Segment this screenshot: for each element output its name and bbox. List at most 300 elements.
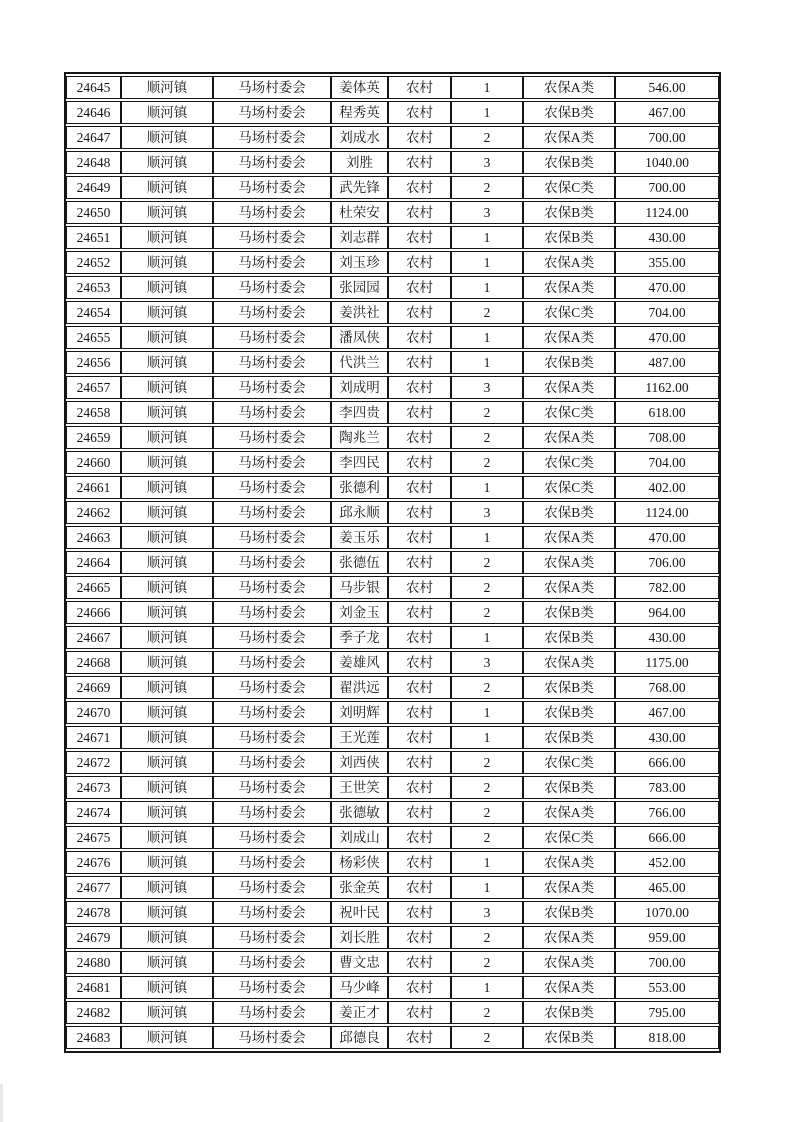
cell-town: 顺河镇 bbox=[121, 576, 213, 599]
cell-person-name: 刘成水 bbox=[331, 126, 388, 149]
cell-residence-type: 农村 bbox=[388, 326, 451, 349]
cell-amount: 782.00 bbox=[615, 576, 719, 599]
cell-person-name: 翟洪远 bbox=[331, 676, 388, 699]
table-row bbox=[66, 626, 719, 649]
cell-town: 顺河镇 bbox=[121, 551, 213, 574]
cell-town: 顺河镇 bbox=[121, 651, 213, 674]
cell-person-name: 张园园 bbox=[331, 276, 388, 299]
cell-person-name: 张德敏 bbox=[331, 801, 388, 824]
table-row bbox=[66, 426, 719, 449]
table-row bbox=[66, 576, 719, 599]
cell-record-id: 24679 bbox=[66, 926, 121, 949]
cell-person-name: 祝叶民 bbox=[331, 901, 388, 924]
cell-person-name: 程秀英 bbox=[331, 101, 388, 124]
cell-insurance-category: 农保B类 bbox=[523, 776, 615, 799]
cell-town: 顺河镇 bbox=[121, 501, 213, 524]
cell-person-count: 2 bbox=[451, 601, 523, 624]
cell-person-count: 2 bbox=[451, 951, 523, 974]
cell-person-name: 刘西侠 bbox=[331, 751, 388, 774]
cell-record-id: 24669 bbox=[66, 676, 121, 699]
cell-village-committee: 马场村委会 bbox=[213, 626, 331, 649]
cell-town: 顺河镇 bbox=[121, 876, 213, 899]
table-row bbox=[66, 501, 719, 524]
cell-insurance-category: 农保A类 bbox=[523, 801, 615, 824]
cell-residence-type: 农村 bbox=[388, 526, 451, 549]
cell-residence-type: 农村 bbox=[388, 376, 451, 399]
cell-person-count: 1 bbox=[451, 851, 523, 874]
cell-record-id: 24681 bbox=[66, 976, 121, 999]
cell-residence-type: 农村 bbox=[388, 951, 451, 974]
cell-town: 顺河镇 bbox=[121, 351, 213, 374]
cell-village-committee: 马场村委会 bbox=[213, 1001, 331, 1024]
cell-person-name: 姜体英 bbox=[331, 76, 388, 99]
cell-person-count: 3 bbox=[451, 151, 523, 174]
cell-person-name: 张德伍 bbox=[331, 551, 388, 574]
cell-village-committee: 马场村委会 bbox=[213, 326, 331, 349]
cell-person-name: 杜荣安 bbox=[331, 201, 388, 224]
table-row bbox=[66, 126, 719, 149]
cell-person-count: 3 bbox=[451, 901, 523, 924]
cell-village-committee: 马场村委会 bbox=[213, 501, 331, 524]
cell-residence-type: 农村 bbox=[388, 276, 451, 299]
cell-village-committee: 马场村委会 bbox=[213, 351, 331, 374]
scan-edge-artifact bbox=[0, 1084, 3, 1122]
cell-record-id: 24657 bbox=[66, 376, 121, 399]
cell-village-committee: 马场村委会 bbox=[213, 651, 331, 674]
cell-residence-type: 农村 bbox=[388, 201, 451, 224]
cell-record-id: 24658 bbox=[66, 401, 121, 424]
cell-person-count: 2 bbox=[451, 1001, 523, 1024]
cell-village-committee: 马场村委会 bbox=[213, 601, 331, 624]
cell-person-count: 2 bbox=[451, 676, 523, 699]
cell-residence-type: 农村 bbox=[388, 676, 451, 699]
cell-person-name: 邱永顺 bbox=[331, 501, 388, 524]
cell-residence-type: 农村 bbox=[388, 926, 451, 949]
cell-record-id: 24651 bbox=[66, 226, 121, 249]
table-row bbox=[66, 801, 719, 824]
cell-village-committee: 马场村委会 bbox=[213, 726, 331, 749]
cell-village-committee: 马场村委会 bbox=[213, 301, 331, 324]
cell-amount: 487.00 bbox=[615, 351, 719, 374]
cell-person-count: 2 bbox=[451, 126, 523, 149]
cell-residence-type: 农村 bbox=[388, 701, 451, 724]
table-row bbox=[66, 651, 719, 674]
cell-insurance-category: 农保A类 bbox=[523, 651, 615, 674]
table-row bbox=[66, 201, 719, 224]
cell-amount: 355.00 bbox=[615, 251, 719, 274]
cell-village-committee: 马场村委会 bbox=[213, 576, 331, 599]
cell-record-id: 24678 bbox=[66, 901, 121, 924]
cell-person-name: 李四贵 bbox=[331, 401, 388, 424]
cell-person-count: 3 bbox=[451, 651, 523, 674]
cell-record-id: 24683 bbox=[66, 1026, 121, 1049]
cell-village-committee: 马场村委会 bbox=[213, 126, 331, 149]
cell-person-count: 1 bbox=[451, 76, 523, 99]
table-row bbox=[66, 551, 719, 574]
cell-person-name: 季子龙 bbox=[331, 626, 388, 649]
cell-town: 顺河镇 bbox=[121, 726, 213, 749]
cell-amount: 666.00 bbox=[615, 826, 719, 849]
cell-record-id: 24666 bbox=[66, 601, 121, 624]
cell-person-count: 3 bbox=[451, 376, 523, 399]
cell-village-committee: 马场村委会 bbox=[213, 226, 331, 249]
cell-town: 顺河镇 bbox=[121, 101, 213, 124]
cell-village-committee: 马场村委会 bbox=[213, 251, 331, 274]
cell-village-committee: 马场村委会 bbox=[213, 76, 331, 99]
cell-person-count: 1 bbox=[451, 476, 523, 499]
cell-town: 顺河镇 bbox=[121, 176, 213, 199]
cell-person-name: 刘志群 bbox=[331, 226, 388, 249]
cell-residence-type: 农村 bbox=[388, 101, 451, 124]
cell-insurance-category: 农保B类 bbox=[523, 1001, 615, 1024]
cell-town: 顺河镇 bbox=[121, 776, 213, 799]
cell-person-name: 代洪兰 bbox=[331, 351, 388, 374]
cell-person-count: 2 bbox=[451, 751, 523, 774]
cell-insurance-category: 农保C类 bbox=[523, 451, 615, 474]
cell-residence-type: 农村 bbox=[388, 426, 451, 449]
cell-town: 顺河镇 bbox=[121, 276, 213, 299]
cell-insurance-category: 农保C类 bbox=[523, 401, 615, 424]
cell-insurance-category: 农保B类 bbox=[523, 351, 615, 374]
cell-person-count: 1 bbox=[451, 226, 523, 249]
cell-village-committee: 马场村委会 bbox=[213, 976, 331, 999]
cell-person-name: 李四民 bbox=[331, 451, 388, 474]
cell-person-name: 张德利 bbox=[331, 476, 388, 499]
cell-town: 顺河镇 bbox=[121, 526, 213, 549]
cell-village-committee: 马场村委会 bbox=[213, 476, 331, 499]
cell-person-name: 姜洪社 bbox=[331, 301, 388, 324]
cell-amount: 795.00 bbox=[615, 1001, 719, 1024]
cell-person-name: 姜玉乐 bbox=[331, 526, 388, 549]
cell-record-id: 24656 bbox=[66, 351, 121, 374]
cell-village-committee: 马场村委会 bbox=[213, 801, 331, 824]
cell-town: 顺河镇 bbox=[121, 951, 213, 974]
cell-record-id: 24663 bbox=[66, 526, 121, 549]
cell-insurance-category: 农保C类 bbox=[523, 301, 615, 324]
cell-amount: 700.00 bbox=[615, 176, 719, 199]
cell-village-committee: 马场村委会 bbox=[213, 426, 331, 449]
cell-residence-type: 农村 bbox=[388, 501, 451, 524]
cell-town: 顺河镇 bbox=[121, 251, 213, 274]
cell-insurance-category: 农保C类 bbox=[523, 826, 615, 849]
cell-residence-type: 农村 bbox=[388, 876, 451, 899]
cell-amount: 465.00 bbox=[615, 876, 719, 899]
cell-town: 顺河镇 bbox=[121, 751, 213, 774]
cell-town: 顺河镇 bbox=[121, 201, 213, 224]
cell-insurance-category: 农保A类 bbox=[523, 276, 615, 299]
cell-village-committee: 马场村委会 bbox=[213, 776, 331, 799]
cell-town: 顺河镇 bbox=[121, 976, 213, 999]
cell-residence-type: 农村 bbox=[388, 226, 451, 249]
cell-insurance-category: 农保A类 bbox=[523, 376, 615, 399]
table-row bbox=[66, 376, 719, 399]
cell-village-committee: 马场村委会 bbox=[213, 701, 331, 724]
cell-town: 顺河镇 bbox=[121, 826, 213, 849]
table-row bbox=[66, 76, 719, 99]
cell-village-committee: 马场村委会 bbox=[213, 101, 331, 124]
cell-town: 顺河镇 bbox=[121, 226, 213, 249]
cell-residence-type: 农村 bbox=[388, 901, 451, 924]
cell-record-id: 24662 bbox=[66, 501, 121, 524]
cell-person-name: 潘凤侠 bbox=[331, 326, 388, 349]
cell-amount: 430.00 bbox=[615, 726, 719, 749]
cell-person-name: 马少峰 bbox=[331, 976, 388, 999]
cell-village-committee: 马场村委会 bbox=[213, 376, 331, 399]
cell-amount: 700.00 bbox=[615, 951, 719, 974]
cell-person-count: 1 bbox=[451, 626, 523, 649]
cell-residence-type: 农村 bbox=[388, 851, 451, 874]
cell-person-count: 1 bbox=[451, 251, 523, 274]
cell-amount: 959.00 bbox=[615, 926, 719, 949]
cell-insurance-category: 农保A类 bbox=[523, 576, 615, 599]
cell-amount: 704.00 bbox=[615, 451, 719, 474]
cell-amount: 553.00 bbox=[615, 976, 719, 999]
cell-residence-type: 农村 bbox=[388, 301, 451, 324]
table-row bbox=[66, 326, 719, 349]
cell-residence-type: 农村 bbox=[388, 1026, 451, 1049]
cell-town: 顺河镇 bbox=[121, 476, 213, 499]
cell-record-id: 24682 bbox=[66, 1001, 121, 1024]
cell-residence-type: 农村 bbox=[388, 651, 451, 674]
cell-amount: 467.00 bbox=[615, 101, 719, 124]
cell-village-committee: 马场村委会 bbox=[213, 926, 331, 949]
cell-amount: 768.00 bbox=[615, 676, 719, 699]
table-row bbox=[66, 901, 719, 924]
table-row bbox=[66, 876, 719, 899]
cell-person-count: 1 bbox=[451, 876, 523, 899]
cell-insurance-category: 农保A类 bbox=[523, 126, 615, 149]
cell-residence-type: 农村 bbox=[388, 251, 451, 274]
pension-table bbox=[64, 72, 721, 1053]
cell-person-count: 2 bbox=[451, 451, 523, 474]
cell-town: 顺河镇 bbox=[121, 801, 213, 824]
cell-person-name: 刘胜 bbox=[331, 151, 388, 174]
cell-person-count: 2 bbox=[451, 301, 523, 324]
cell-record-id: 24652 bbox=[66, 251, 121, 274]
cell-person-count: 2 bbox=[451, 826, 523, 849]
cell-record-id: 24672 bbox=[66, 751, 121, 774]
cell-person-name: 王世笑 bbox=[331, 776, 388, 799]
cell-record-id: 24661 bbox=[66, 476, 121, 499]
cell-record-id: 24680 bbox=[66, 951, 121, 974]
cell-amount: 708.00 bbox=[615, 426, 719, 449]
table-row bbox=[66, 701, 719, 724]
cell-person-count: 1 bbox=[451, 526, 523, 549]
cell-record-id: 24648 bbox=[66, 151, 121, 174]
cell-record-id: 24667 bbox=[66, 626, 121, 649]
cell-insurance-category: 农保A类 bbox=[523, 426, 615, 449]
cell-town: 顺河镇 bbox=[121, 451, 213, 474]
cell-amount: 470.00 bbox=[615, 276, 719, 299]
cell-amount: 1162.00 bbox=[615, 376, 719, 399]
cell-town: 顺河镇 bbox=[121, 1001, 213, 1024]
cell-residence-type: 农村 bbox=[388, 476, 451, 499]
cell-amount: 706.00 bbox=[615, 551, 719, 574]
cell-person-count: 3 bbox=[451, 501, 523, 524]
cell-person-name: 姜正才 bbox=[331, 1001, 388, 1024]
cell-insurance-category: 农保C类 bbox=[523, 751, 615, 774]
cell-village-committee: 马场村委会 bbox=[213, 826, 331, 849]
cell-residence-type: 农村 bbox=[388, 726, 451, 749]
cell-town: 顺河镇 bbox=[121, 401, 213, 424]
cell-amount: 1124.00 bbox=[615, 201, 719, 224]
cell-record-id: 24646 bbox=[66, 101, 121, 124]
cell-town: 顺河镇 bbox=[121, 326, 213, 349]
cell-person-count: 2 bbox=[451, 776, 523, 799]
cell-residence-type: 农村 bbox=[388, 626, 451, 649]
cell-insurance-category: 农保A类 bbox=[523, 251, 615, 274]
cell-village-committee: 马场村委会 bbox=[213, 151, 331, 174]
cell-amount: 1124.00 bbox=[615, 501, 719, 524]
cell-record-id: 24654 bbox=[66, 301, 121, 324]
cell-village-committee: 马场村委会 bbox=[213, 951, 331, 974]
cell-person-count: 2 bbox=[451, 426, 523, 449]
cell-insurance-category: 农保C类 bbox=[523, 476, 615, 499]
cell-record-id: 24664 bbox=[66, 551, 121, 574]
cell-person-count: 1 bbox=[451, 276, 523, 299]
cell-person-name: 刘金玉 bbox=[331, 601, 388, 624]
cell-amount: 1040.00 bbox=[615, 151, 719, 174]
cell-village-committee: 马场村委会 bbox=[213, 551, 331, 574]
cell-person-name: 刘成明 bbox=[331, 376, 388, 399]
cell-insurance-category: 农保A类 bbox=[523, 326, 615, 349]
cell-record-id: 24677 bbox=[66, 876, 121, 899]
cell-amount: 452.00 bbox=[615, 851, 719, 874]
cell-record-id: 24655 bbox=[66, 326, 121, 349]
cell-village-committee: 马场村委会 bbox=[213, 276, 331, 299]
table-row bbox=[66, 751, 719, 774]
cell-person-count: 2 bbox=[451, 176, 523, 199]
cell-amount: 467.00 bbox=[615, 701, 719, 724]
table-row bbox=[66, 401, 719, 424]
table-row bbox=[66, 301, 719, 324]
cell-amount: 430.00 bbox=[615, 226, 719, 249]
cell-town: 顺河镇 bbox=[121, 601, 213, 624]
cell-person-count: 2 bbox=[451, 1026, 523, 1049]
cell-residence-type: 农村 bbox=[388, 351, 451, 374]
cell-person-name: 武先锋 bbox=[331, 176, 388, 199]
cell-insurance-category: 农保B类 bbox=[523, 101, 615, 124]
cell-village-committee: 马场村委会 bbox=[213, 1026, 331, 1049]
cell-amount: 818.00 bbox=[615, 1026, 719, 1049]
cell-person-name: 王光莲 bbox=[331, 726, 388, 749]
cell-amount: 470.00 bbox=[615, 326, 719, 349]
cell-person-count: 2 bbox=[451, 801, 523, 824]
cell-record-id: 24659 bbox=[66, 426, 121, 449]
cell-record-id: 24653 bbox=[66, 276, 121, 299]
cell-town: 顺河镇 bbox=[121, 301, 213, 324]
cell-village-committee: 马场村委会 bbox=[213, 401, 331, 424]
cell-record-id: 24671 bbox=[66, 726, 121, 749]
cell-person-name: 张金英 bbox=[331, 876, 388, 899]
cell-person-name: 曹文忠 bbox=[331, 951, 388, 974]
cell-person-name: 马步银 bbox=[331, 576, 388, 599]
table-row bbox=[66, 601, 719, 624]
cell-amount: 1175.00 bbox=[615, 651, 719, 674]
cell-residence-type: 农村 bbox=[388, 976, 451, 999]
cell-person-count: 2 bbox=[451, 926, 523, 949]
cell-village-committee: 马场村委会 bbox=[213, 201, 331, 224]
cell-person-name: 陶兆兰 bbox=[331, 426, 388, 449]
cell-person-count: 3 bbox=[451, 201, 523, 224]
table-row bbox=[66, 101, 719, 124]
cell-residence-type: 农村 bbox=[388, 601, 451, 624]
cell-record-id: 24650 bbox=[66, 201, 121, 224]
cell-insurance-category: 农保B类 bbox=[523, 726, 615, 749]
table-row bbox=[66, 826, 719, 849]
table-row bbox=[66, 276, 719, 299]
cell-person-count: 1 bbox=[451, 726, 523, 749]
table-row bbox=[66, 176, 719, 199]
cell-residence-type: 农村 bbox=[388, 176, 451, 199]
cell-residence-type: 农村 bbox=[388, 151, 451, 174]
cell-person-count: 2 bbox=[451, 551, 523, 574]
cell-residence-type: 农村 bbox=[388, 551, 451, 574]
cell-record-id: 24647 bbox=[66, 126, 121, 149]
cell-record-id: 24665 bbox=[66, 576, 121, 599]
cell-insurance-category: 农保B类 bbox=[523, 626, 615, 649]
table-row bbox=[66, 851, 719, 874]
cell-amount: 430.00 bbox=[615, 626, 719, 649]
cell-person-count: 1 bbox=[451, 701, 523, 724]
cell-town: 顺河镇 bbox=[121, 626, 213, 649]
table-row bbox=[66, 251, 719, 274]
cell-amount: 666.00 bbox=[615, 751, 719, 774]
cell-insurance-category: 农保B类 bbox=[523, 676, 615, 699]
table-row bbox=[66, 976, 719, 999]
cell-amount: 470.00 bbox=[615, 526, 719, 549]
cell-residence-type: 农村 bbox=[388, 1001, 451, 1024]
table-row bbox=[66, 351, 719, 374]
cell-record-id: 24645 bbox=[66, 76, 121, 99]
cell-insurance-category: 农保B类 bbox=[523, 501, 615, 524]
cell-village-committee: 马场村委会 bbox=[213, 451, 331, 474]
cell-person-name: 杨彩侠 bbox=[331, 851, 388, 874]
cell-person-name: 邱德良 bbox=[331, 1026, 388, 1049]
table-row bbox=[66, 1026, 719, 1049]
cell-record-id: 24675 bbox=[66, 826, 121, 849]
cell-village-committee: 马场村委会 bbox=[213, 851, 331, 874]
cell-town: 顺河镇 bbox=[121, 376, 213, 399]
cell-record-id: 24668 bbox=[66, 651, 121, 674]
cell-residence-type: 农村 bbox=[388, 576, 451, 599]
cell-amount: 402.00 bbox=[615, 476, 719, 499]
cell-record-id: 24670 bbox=[66, 701, 121, 724]
cell-insurance-category: 农保A类 bbox=[523, 976, 615, 999]
cell-residence-type: 农村 bbox=[388, 451, 451, 474]
cell-record-id: 24660 bbox=[66, 451, 121, 474]
cell-town: 顺河镇 bbox=[121, 1026, 213, 1049]
cell-town: 顺河镇 bbox=[121, 851, 213, 874]
cell-insurance-category: 农保C类 bbox=[523, 176, 615, 199]
cell-insurance-category: 农保B类 bbox=[523, 226, 615, 249]
cell-insurance-category: 农保B类 bbox=[523, 601, 615, 624]
cell-residence-type: 农村 bbox=[388, 76, 451, 99]
cell-amount: 546.00 bbox=[615, 76, 719, 99]
cell-amount: 766.00 bbox=[615, 801, 719, 824]
cell-record-id: 24676 bbox=[66, 851, 121, 874]
table-row bbox=[66, 451, 719, 474]
cell-insurance-category: 农保B类 bbox=[523, 901, 615, 924]
cell-record-id: 24673 bbox=[66, 776, 121, 799]
cell-residence-type: 农村 bbox=[388, 801, 451, 824]
table-row bbox=[66, 776, 719, 799]
table-row bbox=[66, 676, 719, 699]
cell-insurance-category: 农保A类 bbox=[523, 526, 615, 549]
cell-amount: 704.00 bbox=[615, 301, 719, 324]
cell-town: 顺河镇 bbox=[121, 76, 213, 99]
cell-residence-type: 农村 bbox=[388, 751, 451, 774]
